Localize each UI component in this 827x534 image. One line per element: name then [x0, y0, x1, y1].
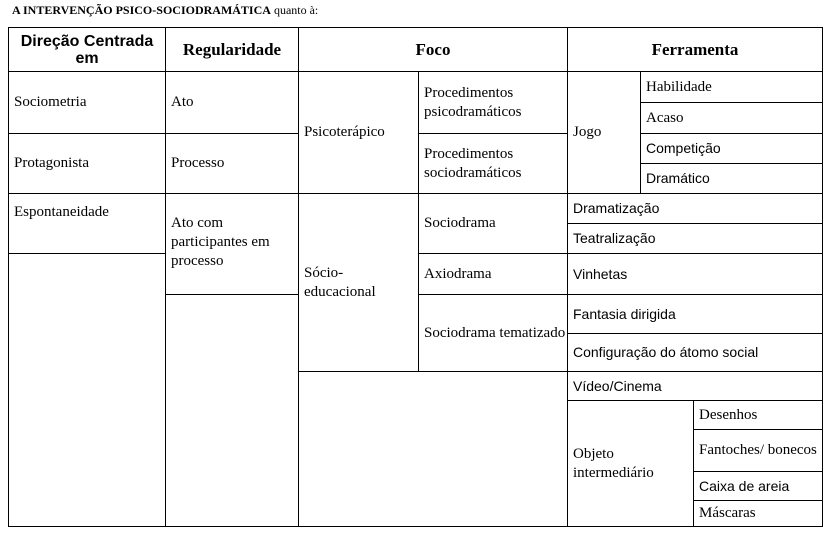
- direcao-cell: Sociometria: [9, 72, 166, 134]
- intervention-table: [8, 27, 823, 527]
- ferramenta-item-cell: Vídeo/Cinema: [568, 372, 822, 401]
- foco-sub-cell: Sociodrama tematizado: [419, 295, 568, 372]
- ferramenta-item-cell: Configuração do átomo social: [568, 334, 822, 372]
- foco-sub-cell: Procedimentos psicodramáticos: [419, 72, 568, 134]
- objeto-tipo-cell: Caixa de areia: [694, 472, 822, 501]
- caption-title: A INTERVENÇÃO PSICO-SOCIODRAMÁTICA: [12, 3, 271, 17]
- direcao-cell: Espontaneidade: [9, 194, 166, 254]
- foco-sub-cell: Procedimentos sociodramáticos: [419, 134, 568, 194]
- header-ferramenta: Ferramenta: [568, 28, 822, 72]
- empty-cell: [299, 372, 568, 526]
- table-caption: [12, 3, 318, 18]
- ferramenta-objeto: Objeto intermediário: [568, 401, 694, 526]
- ferramenta-item-cell: Teatralização: [568, 224, 822, 254]
- ferramenta-item-cell: Fantasia dirigida: [568, 295, 822, 334]
- ferramenta-jogo: Jogo: [568, 72, 641, 194]
- direcao-cell: Protagonista: [9, 134, 166, 194]
- empty-cell: [166, 295, 299, 526]
- ferramenta-item-cell: Vinhetas: [568, 254, 822, 295]
- foco-sub-cell: Axiodrama: [419, 254, 568, 295]
- foco-sub-cell: Sociodrama: [419, 194, 568, 254]
- jogo-tipo-cell: Competição: [641, 134, 822, 164]
- header-regularidade: Regularidade: [166, 28, 299, 72]
- ferramenta-item-cell: Dramatização: [568, 194, 822, 224]
- empty-cell: [9, 254, 166, 526]
- foco-psicoterapico: Psicoterápico: [299, 72, 419, 194]
- objeto-tipo-cell: Máscaras: [699, 505, 756, 521]
- regularidade-cell: Processo: [166, 134, 299, 194]
- jogo-tipo-cell: Acaso: [641, 103, 822, 134]
- regularidade-cell: Ato: [166, 72, 299, 134]
- jogo-tipo-cell: Habilidade: [641, 72, 822, 103]
- objeto-tipo-cell: Desenhos: [694, 401, 822, 430]
- regularidade-cell: Ato com participantes em processo: [166, 194, 299, 295]
- header-direcao: Direção Centrada em: [9, 28, 166, 72]
- objeto-tipo-cell: Fantoches/ bonecos: [694, 430, 822, 472]
- header-foco: Foco: [299, 28, 568, 72]
- jogo-tipo-cell: Dramático: [641, 164, 822, 194]
- caption-suffix: quanto à:: [270, 3, 319, 17]
- foco-socioeducacional: Sócio- educacional: [299, 194, 419, 372]
